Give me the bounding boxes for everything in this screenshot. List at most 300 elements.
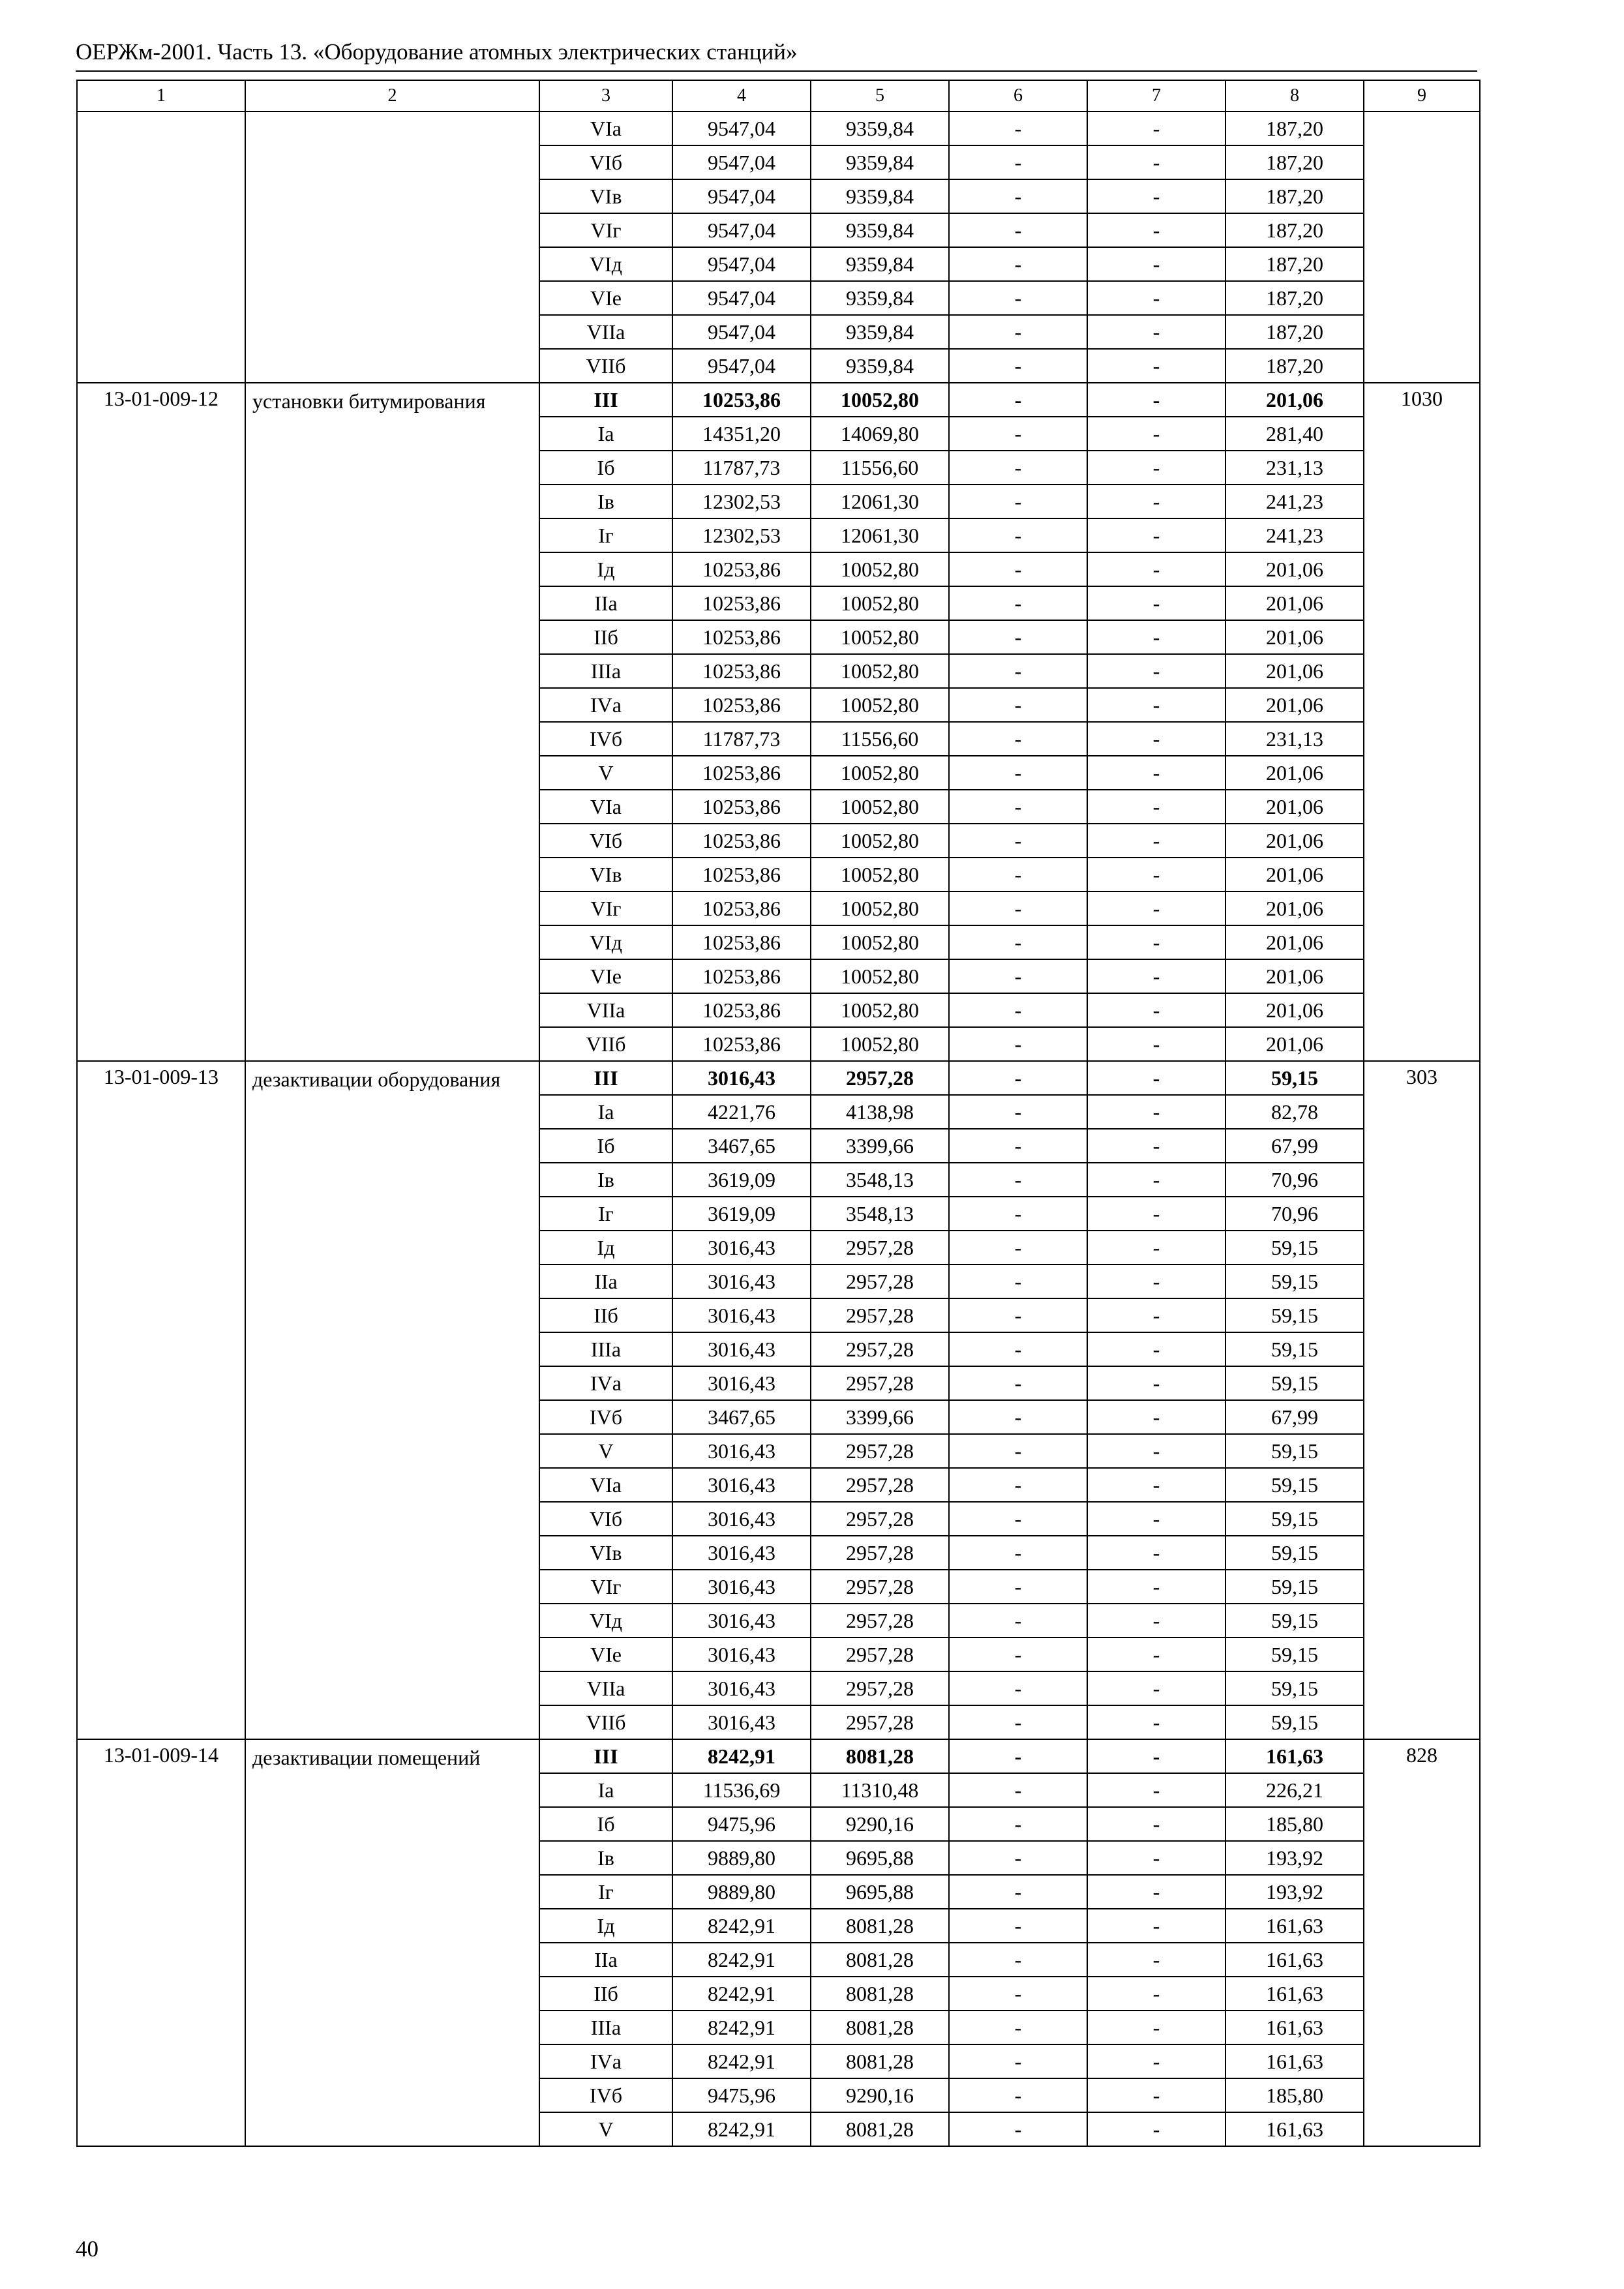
value-cell-col6: - <box>949 1366 1087 1400</box>
value-cell-col6: - <box>949 1977 1087 2011</box>
value-cell-col4: 3467,65 <box>672 1400 811 1434</box>
value-cell-col5: 8081,28 <box>811 1909 949 1943</box>
item-code-cell <box>77 112 245 383</box>
value-cell-col8: 201,06 <box>1226 654 1364 688</box>
table-row <box>77 383 1480 417</box>
value-cell-col4: 8242,91 <box>672 1909 811 1943</box>
item-name-cell <box>245 112 539 383</box>
value-cell-col4: 8242,91 <box>672 2112 811 2146</box>
zone-cell: V <box>539 1434 672 1468</box>
value-cell-col4: 8242,91 <box>672 2011 811 2044</box>
zone-cell: VIб <box>539 824 672 858</box>
value-cell-col4: 8242,91 <box>672 1943 811 1977</box>
column-number-cell: 6 <box>949 80 1087 112</box>
value-cell-col4: 10253,86 <box>672 383 811 417</box>
value-cell-col5: 11556,60 <box>811 722 949 756</box>
value-cell-col6: - <box>949 790 1087 824</box>
zone-cell: IVа <box>539 1366 672 1400</box>
zone-cell: VIа <box>539 1468 672 1502</box>
value-cell-col6: - <box>949 1875 1087 1909</box>
value-cell-col6: - <box>949 722 1087 756</box>
value-cell-col6: - <box>949 1671 1087 1705</box>
value-cell-col4: 3016,43 <box>672 1298 811 1332</box>
value-cell-col6: - <box>949 2011 1087 2044</box>
zone-cell: Iг <box>539 1197 672 1231</box>
value-cell-col5: 8081,28 <box>811 2044 949 2078</box>
value-cell-col6: - <box>949 1298 1087 1332</box>
value-cell-col5: 2957,28 <box>811 1570 949 1604</box>
value-cell-col7: - <box>1087 1298 1226 1332</box>
value-cell-col8: 161,63 <box>1226 1909 1364 1943</box>
value-cell-col5: 8081,28 <box>811 1943 949 1977</box>
value-cell-col6: - <box>949 1739 1087 1773</box>
value-cell-col4: 3016,43 <box>672 1332 811 1366</box>
value-cell-col7: - <box>1087 1129 1226 1163</box>
value-cell-col6: - <box>949 281 1087 315</box>
value-cell-col5: 8081,28 <box>811 2112 949 2146</box>
value-cell-col6: - <box>949 2112 1087 2146</box>
value-cell-col5: 12061,30 <box>811 485 949 518</box>
value-cell-col5: 2957,28 <box>811 1671 949 1705</box>
value-cell-col4: 9547,04 <box>672 213 811 247</box>
column-number-cell: 2 <box>245 80 539 112</box>
value-cell-col4: 10253,86 <box>672 790 811 824</box>
zone-cell: VIв <box>539 858 672 891</box>
value-cell-col4: 3016,43 <box>672 1264 811 1298</box>
value-cell-col4: 10253,86 <box>672 1027 811 1061</box>
value-cell-col8: 59,15 <box>1226 1434 1364 1468</box>
value-cell-col8: 59,15 <box>1226 1231 1364 1264</box>
value-cell-col7: - <box>1087 1705 1226 1739</box>
zone-cell: IIа <box>539 1264 672 1298</box>
value-cell-col4: 3016,43 <box>672 1434 811 1468</box>
value-cell-col6: - <box>949 1332 1087 1366</box>
value-cell-col7: - <box>1087 1502 1226 1536</box>
value-cell-col5: 10052,80 <box>811 824 949 858</box>
value-cell-col7: - <box>1087 281 1226 315</box>
zone-cell: Iд <box>539 1909 672 1943</box>
value-cell-col8: 67,99 <box>1226 1129 1364 1163</box>
zone-cell: IIб <box>539 620 672 654</box>
value-cell-col4: 10253,86 <box>672 858 811 891</box>
value-cell-col5: 10052,80 <box>811 858 949 891</box>
value-cell-col7: - <box>1087 1231 1226 1264</box>
value-cell-col7: - <box>1087 112 1226 145</box>
value-cell-col6: - <box>949 451 1087 485</box>
value-cell-col4: 3016,43 <box>672 1468 811 1502</box>
value-cell-col7: - <box>1087 1332 1226 1366</box>
value-cell-col6: - <box>949 1502 1087 1536</box>
value-cell-col8: 187,20 <box>1226 349 1364 383</box>
value-cell-col5: 3548,13 <box>811 1163 949 1197</box>
zone-cell: V <box>539 756 672 790</box>
item-name-cell: дезактивации оборудования <box>245 1061 539 1739</box>
value-cell-col6: - <box>949 1061 1087 1095</box>
zone-cell: IIа <box>539 586 672 620</box>
value-cell-col5: 9359,84 <box>811 247 949 281</box>
zone-cell: IVа <box>539 688 672 722</box>
value-cell-col5: 9359,84 <box>811 349 949 383</box>
value-cell-col4: 14351,20 <box>672 417 811 451</box>
value-cell-col8: 185,80 <box>1226 1807 1364 1841</box>
value-cell-col8: 187,20 <box>1226 315 1364 349</box>
value-cell-col4: 9547,04 <box>672 247 811 281</box>
value-cell-col7: - <box>1087 145 1226 179</box>
value-cell-col4: 8242,91 <box>672 1977 811 2011</box>
value-cell-col5: 2957,28 <box>811 1536 949 1570</box>
value-cell-col4: 11787,73 <box>672 451 811 485</box>
value-cell-col6: - <box>949 1841 1087 1875</box>
value-cell-col8: 201,06 <box>1226 790 1364 824</box>
value-cell-col5: 2957,28 <box>811 1231 949 1264</box>
value-cell-col6: - <box>949 1773 1087 1807</box>
value-cell-col6: - <box>949 112 1087 145</box>
value-cell-col5: 12061,30 <box>811 518 949 552</box>
value-cell-col8: 201,06 <box>1226 552 1364 586</box>
value-cell-col7: - <box>1087 1604 1226 1638</box>
value-cell-col4: 3016,43 <box>672 1366 811 1400</box>
zone-cell: III <box>539 1739 672 1773</box>
value-cell-col7: - <box>1087 417 1226 451</box>
value-cell-col7: - <box>1087 1468 1226 1502</box>
zone-cell: VIв <box>539 179 672 213</box>
value-cell-col8: 241,23 <box>1226 518 1364 552</box>
value-cell-col5: 9359,84 <box>811 179 949 213</box>
value-cell-col6: - <box>949 1129 1087 1163</box>
value-cell-col5: 10052,80 <box>811 891 949 925</box>
value-cell-col8: 281,40 <box>1226 417 1364 451</box>
value-cell-col7: - <box>1087 790 1226 824</box>
rates-table <box>76 80 1481 2147</box>
value-cell-col5: 10052,80 <box>811 688 949 722</box>
value-cell-col5: 2957,28 <box>811 1264 949 1298</box>
value-cell-col5: 10052,80 <box>811 756 949 790</box>
value-cell-col7: - <box>1087 1061 1226 1095</box>
table-row <box>77 1061 1480 1095</box>
value-cell-col8: 59,15 <box>1226 1298 1364 1332</box>
value-cell-col7: - <box>1087 552 1226 586</box>
value-cell-col7: - <box>1087 485 1226 518</box>
value-cell-col6: - <box>949 485 1087 518</box>
page-number: 40 <box>76 2236 98 2262</box>
zone-cell: Iб <box>539 1807 672 1841</box>
value-cell-col5: 2957,28 <box>811 1061 949 1095</box>
value-cell-col8: 201,06 <box>1226 993 1364 1027</box>
value-cell-col6: - <box>949 518 1087 552</box>
value-cell-col5: 9695,88 <box>811 1841 949 1875</box>
zone-cell: Iд <box>539 552 672 586</box>
zone-cell: VIд <box>539 1604 672 1638</box>
value-cell-col5: 9695,88 <box>811 1875 949 1909</box>
value-cell-col8: 187,20 <box>1226 145 1364 179</box>
value-cell-col8: 59,15 <box>1226 1468 1364 1502</box>
zone-cell: IIIа <box>539 1332 672 1366</box>
value-cell-col6: - <box>949 1468 1087 1502</box>
value-cell-col6: - <box>949 1909 1087 1943</box>
value-cell-col8: 193,92 <box>1226 1841 1364 1875</box>
item-code-cell: 13-01-009-13 <box>77 1061 245 1739</box>
value-cell-col4: 10253,86 <box>672 620 811 654</box>
value-cell-col7: - <box>1087 993 1226 1027</box>
value-cell-col7: - <box>1087 349 1226 383</box>
zone-cell: VIв <box>539 1536 672 1570</box>
value-cell-col7: - <box>1087 1264 1226 1298</box>
value-cell-col6: - <box>949 1705 1087 1739</box>
value-cell-col6: - <box>949 1027 1087 1061</box>
item-name-cell: установки битумирования <box>245 383 539 1061</box>
value-cell-col6: - <box>949 858 1087 891</box>
value-cell-col6: - <box>949 2044 1087 2078</box>
value-cell-col8: 187,20 <box>1226 179 1364 213</box>
zone-cell: VIд <box>539 925 672 959</box>
zone-cell: Iб <box>539 1129 672 1163</box>
value-cell-col6: - <box>949 247 1087 281</box>
value-cell-col4: 12302,53 <box>672 485 811 518</box>
value-cell-col7: - <box>1087 1570 1226 1604</box>
value-cell-col8: 82,78 <box>1226 1095 1364 1129</box>
item-code-cell: 13-01-009-14 <box>77 1739 245 2146</box>
value-cell-col5: 8081,28 <box>811 1739 949 1773</box>
value-cell-col8: 161,63 <box>1226 2044 1364 2078</box>
value-cell-col7: - <box>1087 383 1226 417</box>
zone-cell: VIд <box>539 247 672 281</box>
zone-cell: Iб <box>539 451 672 485</box>
value-cell-col6: - <box>949 315 1087 349</box>
value-cell-col6: - <box>949 959 1087 993</box>
value-cell-col8: 161,63 <box>1226 1977 1364 2011</box>
value-cell-col7: - <box>1087 959 1226 993</box>
zone-cell: IIа <box>539 1943 672 1977</box>
zone-cell: IIб <box>539 1977 672 2011</box>
value-cell-col4: 9889,80 <box>672 1841 811 1875</box>
value-cell-col8: 59,15 <box>1226 1366 1364 1400</box>
zone-cell: VIе <box>539 281 672 315</box>
value-cell-col6: - <box>949 417 1087 451</box>
value-cell-col4: 3016,43 <box>672 1231 811 1264</box>
column-number-cell: 4 <box>672 80 811 112</box>
zone-cell: Iг <box>539 1875 672 1909</box>
value-cell-col4: 9475,96 <box>672 1807 811 1841</box>
value-cell-col4: 4221,76 <box>672 1095 811 1129</box>
zone-cell: Iа <box>539 1095 672 1129</box>
zone-cell: VIе <box>539 959 672 993</box>
value-cell-col7: - <box>1087 1807 1226 1841</box>
value-cell-col6: - <box>949 1264 1087 1298</box>
zone-cell: Iв <box>539 1841 672 1875</box>
value-cell-col5: 3548,13 <box>811 1197 949 1231</box>
value-cell-col8: 193,92 <box>1226 1875 1364 1909</box>
zone-cell: VIIа <box>539 993 672 1027</box>
zone-cell: V <box>539 2112 672 2146</box>
value-cell-col7: - <box>1087 824 1226 858</box>
value-cell-col6: - <box>949 993 1087 1027</box>
value-cell-col6: - <box>949 552 1087 586</box>
value-cell-col6: - <box>949 2078 1087 2112</box>
value-cell-col8: 161,63 <box>1226 2112 1364 2146</box>
value-cell-col7: - <box>1087 654 1226 688</box>
item-column9-cell: 828 <box>1364 1739 1480 2146</box>
value-cell-col7: - <box>1087 1875 1226 1909</box>
value-cell-col8: 59,15 <box>1226 1061 1364 1095</box>
value-cell-col7: - <box>1087 858 1226 891</box>
value-cell-col4: 9547,04 <box>672 112 811 145</box>
zone-cell: VIб <box>539 145 672 179</box>
value-cell-col7: - <box>1087 586 1226 620</box>
value-cell-col5: 2957,28 <box>811 1468 949 1502</box>
value-cell-col8: 201,06 <box>1226 824 1364 858</box>
zone-cell: IVб <box>539 2078 672 2112</box>
value-cell-col7: - <box>1087 451 1226 485</box>
value-cell-col5: 10052,80 <box>811 586 949 620</box>
value-cell-col8: 59,15 <box>1226 1536 1364 1570</box>
zone-cell: VIIб <box>539 1705 672 1739</box>
value-cell-col5: 9290,16 <box>811 1807 949 1841</box>
item-code-cell: 13-01-009-12 <box>77 383 245 1061</box>
zone-cell: VIIа <box>539 315 672 349</box>
value-cell-col7: - <box>1087 247 1226 281</box>
zone-cell: IVб <box>539 722 672 756</box>
column-number-cell: 3 <box>539 80 672 112</box>
column-number-cell: 7 <box>1087 80 1226 112</box>
value-cell-col5: 2957,28 <box>811 1502 949 1536</box>
value-cell-col5: 2957,28 <box>811 1434 949 1468</box>
zone-cell: IIб <box>539 1298 672 1332</box>
value-cell-col8: 185,80 <box>1226 2078 1364 2112</box>
value-cell-col4: 12302,53 <box>672 518 811 552</box>
zone-cell: IIIа <box>539 654 672 688</box>
value-cell-col7: - <box>1087 891 1226 925</box>
value-cell-col8: 70,96 <box>1226 1197 1364 1231</box>
value-cell-col6: - <box>949 349 1087 383</box>
value-cell-col5: 2957,28 <box>811 1638 949 1671</box>
value-cell-col7: - <box>1087 688 1226 722</box>
column-number-cell: 8 <box>1226 80 1364 112</box>
value-cell-col8: 59,15 <box>1226 1705 1364 1739</box>
value-cell-col6: - <box>949 1400 1087 1434</box>
value-cell-col8: 59,15 <box>1226 1671 1364 1705</box>
value-cell-col5: 2957,28 <box>811 1604 949 1638</box>
value-cell-col5: 3399,66 <box>811 1400 949 1434</box>
page-header-title: ОЕРЖм-2001. Часть 13. «Оборудование атомных электрических станций» <box>76 39 798 65</box>
value-cell-col5: 10052,80 <box>811 383 949 417</box>
column-number-cell: 1 <box>77 80 245 112</box>
value-cell-col4: 3016,43 <box>672 1638 811 1671</box>
value-cell-col4: 10253,86 <box>672 586 811 620</box>
value-cell-col6: - <box>949 1807 1087 1841</box>
value-cell-col8: 161,63 <box>1226 1739 1364 1773</box>
value-cell-col7: - <box>1087 1638 1226 1671</box>
item-name-cell: дезактивации помещений <box>245 1739 539 2146</box>
value-cell-col4: 3016,43 <box>672 1705 811 1739</box>
value-cell-col5: 9359,84 <box>811 315 949 349</box>
value-cell-col6: - <box>949 1943 1087 1977</box>
value-cell-col6: - <box>949 1604 1087 1638</box>
value-cell-col5: 2957,28 <box>811 1332 949 1366</box>
value-cell-col7: - <box>1087 1400 1226 1434</box>
value-cell-col8: 187,20 <box>1226 213 1364 247</box>
value-cell-col4: 9547,04 <box>672 145 811 179</box>
value-cell-col4: 10253,86 <box>672 654 811 688</box>
value-cell-col5: 9290,16 <box>811 2078 949 2112</box>
zone-cell: VIе <box>539 1638 672 1671</box>
value-cell-col5: 2957,28 <box>811 1366 949 1400</box>
value-cell-col4: 3016,43 <box>672 1570 811 1604</box>
zone-cell: IVб <box>539 1400 672 1434</box>
value-cell-col5: 9359,84 <box>811 112 949 145</box>
value-cell-col7: - <box>1087 925 1226 959</box>
value-cell-col7: - <box>1087 2044 1226 2078</box>
zone-cell: VIа <box>539 112 672 145</box>
value-cell-col8: 59,15 <box>1226 1638 1364 1671</box>
zone-cell: Iд <box>539 1231 672 1264</box>
value-cell-col5: 8081,28 <box>811 1977 949 2011</box>
value-cell-col6: - <box>949 213 1087 247</box>
value-cell-col8: 201,06 <box>1226 620 1364 654</box>
value-cell-col6: - <box>949 891 1087 925</box>
value-cell-col7: - <box>1087 1095 1226 1129</box>
item-column9-cell: 303 <box>1364 1061 1480 1739</box>
value-cell-col5: 10052,80 <box>811 925 949 959</box>
zone-cell: Iг <box>539 518 672 552</box>
value-cell-col6: - <box>949 145 1087 179</box>
zone-cell: VIг <box>539 213 672 247</box>
value-cell-col6: - <box>949 925 1087 959</box>
value-cell-col8: 201,06 <box>1226 1027 1364 1061</box>
value-cell-col7: - <box>1087 179 1226 213</box>
zone-cell: VIIб <box>539 1027 672 1061</box>
value-cell-col5: 10052,80 <box>811 552 949 586</box>
value-cell-col4: 10253,86 <box>672 891 811 925</box>
value-cell-col6: - <box>949 1638 1087 1671</box>
value-cell-col4: 3016,43 <box>672 1536 811 1570</box>
value-cell-col6: - <box>949 1095 1087 1129</box>
zone-cell: Iв <box>539 1163 672 1197</box>
value-cell-col5: 9359,84 <box>811 213 949 247</box>
zone-cell: Iв <box>539 485 672 518</box>
value-cell-col8: 187,20 <box>1226 112 1364 145</box>
value-cell-col6: - <box>949 824 1087 858</box>
zone-cell: Iа <box>539 417 672 451</box>
value-cell-col8: 201,06 <box>1226 858 1364 891</box>
value-cell-col5: 14069,80 <box>811 417 949 451</box>
value-cell-col4: 11536,69 <box>672 1773 811 1807</box>
value-cell-col7: - <box>1087 1739 1226 1773</box>
value-cell-col7: - <box>1087 1197 1226 1231</box>
value-cell-col6: - <box>949 383 1087 417</box>
value-cell-col7: - <box>1087 315 1226 349</box>
value-cell-col8: 161,63 <box>1226 2011 1364 2044</box>
value-cell-col5: 10052,80 <box>811 993 949 1027</box>
value-cell-col8: 201,06 <box>1226 891 1364 925</box>
value-cell-col6: - <box>949 620 1087 654</box>
value-cell-col7: - <box>1087 620 1226 654</box>
value-cell-col7: - <box>1087 756 1226 790</box>
item-column9-cell <box>1364 112 1480 383</box>
value-cell-col5: 10052,80 <box>811 790 949 824</box>
value-cell-col7: - <box>1087 1366 1226 1400</box>
value-cell-col8: 231,13 <box>1226 451 1364 485</box>
value-cell-col5: 10052,80 <box>811 620 949 654</box>
value-cell-col5: 2957,28 <box>811 1705 949 1739</box>
value-cell-col4: 9547,04 <box>672 281 811 315</box>
value-cell-col8: 201,06 <box>1226 959 1364 993</box>
column-number-cell: 9 <box>1364 80 1480 112</box>
value-cell-col4: 3016,43 <box>672 1604 811 1638</box>
value-cell-col4: 3016,43 <box>672 1671 811 1705</box>
value-cell-col8: 201,06 <box>1226 925 1364 959</box>
value-cell-col4: 9547,04 <box>672 179 811 213</box>
value-cell-col8: 187,20 <box>1226 281 1364 315</box>
